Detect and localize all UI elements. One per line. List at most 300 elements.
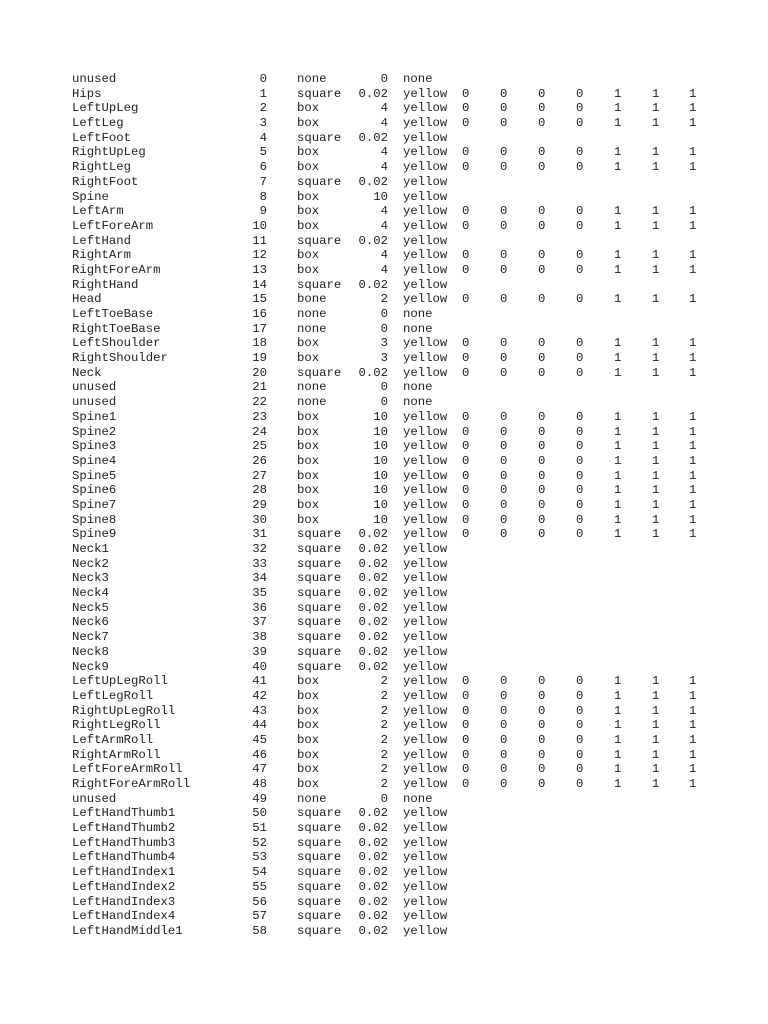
bone-color: none xyxy=(403,791,433,806)
bone-value: 0 xyxy=(500,86,508,101)
bone-value: 1 xyxy=(689,160,697,175)
bone-index: 58 xyxy=(252,923,267,938)
bone-name: LeftForeArm xyxy=(72,218,154,233)
bone-color: yellow xyxy=(403,865,448,880)
bone-value: 1 xyxy=(614,218,622,233)
bone-size: 0.02 xyxy=(358,86,388,101)
bone-value: 1 xyxy=(689,453,697,468)
bone-value: 1 xyxy=(689,468,697,483)
bone-size: 4 xyxy=(380,101,388,116)
bone-shape: square xyxy=(297,571,342,586)
bone-name: Spine5 xyxy=(72,468,117,483)
bone-value: 0 xyxy=(576,747,584,762)
table-row xyxy=(72,248,712,263)
bone-value: 1 xyxy=(689,218,697,233)
bone-name: Neck3 xyxy=(72,571,109,586)
bone-name: Spine3 xyxy=(72,439,117,454)
bone-size: 2 xyxy=(380,703,388,718)
bone-value: 1 xyxy=(652,497,660,512)
table-row xyxy=(72,733,712,748)
bone-shape: box xyxy=(297,145,320,160)
bone-size: 2 xyxy=(380,747,388,762)
bone-value: 0 xyxy=(576,453,584,468)
table-row xyxy=(72,322,712,337)
bone-name: Neck8 xyxy=(72,644,109,659)
bone-value: 0 xyxy=(462,86,470,101)
bone-color: yellow xyxy=(403,204,448,219)
bone-value: 1 xyxy=(689,777,697,791)
bone-shape: square xyxy=(297,174,342,189)
bone-size: 10 xyxy=(373,453,388,468)
bone-value: 1 xyxy=(652,688,660,703)
bone-shape: box xyxy=(297,336,320,351)
bone-value: 1 xyxy=(614,497,622,512)
bone-size: 0.02 xyxy=(358,542,388,556)
bone-name: Head xyxy=(72,292,102,307)
bone-shape: square xyxy=(297,894,342,909)
bone-index: 56 xyxy=(252,894,267,909)
bone-color: yellow xyxy=(403,644,448,659)
bone-value: 1 xyxy=(614,351,622,366)
bone-index: 10 xyxy=(252,218,267,233)
bone-size: 2 xyxy=(380,688,388,703)
bone-size: 0 xyxy=(380,321,388,336)
bone-value: 0 xyxy=(538,732,546,747)
bone-value: 1 xyxy=(652,762,660,777)
bone-size: 4 xyxy=(380,160,388,175)
bone-color: yellow xyxy=(403,762,448,777)
table-row xyxy=(72,586,712,601)
bone-size: 4 xyxy=(380,248,388,263)
bone-index: 49 xyxy=(252,791,267,806)
bone-color: yellow xyxy=(403,218,448,233)
bone-name: Spine9 xyxy=(72,527,117,542)
bone-value: 0 xyxy=(576,483,584,498)
table-row xyxy=(72,190,712,205)
bone-value: 0 xyxy=(500,145,508,160)
bone-shape: box xyxy=(297,732,320,747)
bone-index: 46 xyxy=(252,747,267,762)
bone-shape: box xyxy=(297,718,320,733)
bone-value: 0 xyxy=(576,762,584,777)
bone-value: 0 xyxy=(576,512,584,527)
bone-value: 0 xyxy=(462,424,470,439)
bone-name: LeftHand xyxy=(72,233,132,248)
bone-value: 0 xyxy=(462,409,470,424)
bone-value: 0 xyxy=(500,409,508,424)
bone-index: 5 xyxy=(259,145,267,160)
bone-value: 1 xyxy=(652,674,660,689)
table-row xyxy=(72,469,712,484)
bone-value: 1 xyxy=(689,732,697,747)
bone-value: 1 xyxy=(614,116,622,131)
bone-color: yellow xyxy=(403,586,448,601)
table-row xyxy=(72,704,712,719)
bone-color: yellow xyxy=(403,336,448,351)
table-row xyxy=(72,630,712,645)
bone-index: 47 xyxy=(252,762,267,777)
bone-value: 1 xyxy=(652,732,660,747)
bone-size: 0.02 xyxy=(358,879,388,894)
bone-value: 1 xyxy=(614,439,622,454)
bone-value: 0 xyxy=(538,351,546,366)
bone-value: 1 xyxy=(652,292,660,307)
bone-shape: none xyxy=(297,380,327,395)
bone-color: yellow xyxy=(403,659,448,674)
bone-index: 41 xyxy=(252,674,267,689)
bone-value: 0 xyxy=(576,292,584,307)
bone-value: 0 xyxy=(576,527,584,542)
bone-value: 0 xyxy=(462,351,470,366)
table-row xyxy=(72,513,712,528)
bone-size: 0.02 xyxy=(358,835,388,850)
bone-shape: square xyxy=(297,909,342,924)
bone-size: 0.02 xyxy=(358,644,388,659)
bone-shape: square xyxy=(297,923,342,938)
bone-shape: square xyxy=(297,615,342,630)
bone-value: 1 xyxy=(689,292,697,307)
bone-index: 57 xyxy=(252,909,267,924)
bone-size: 2 xyxy=(380,718,388,733)
bone-shape: none xyxy=(297,321,327,336)
bone-value: 0 xyxy=(538,777,546,791)
bone-color: yellow xyxy=(403,600,448,615)
bone-index: 27 xyxy=(252,468,267,483)
bone-name: unused xyxy=(72,395,117,410)
bone-value: 0 xyxy=(462,747,470,762)
bone-index: 38 xyxy=(252,630,267,645)
bone-index: 18 xyxy=(252,336,267,351)
bone-shape: box xyxy=(297,248,320,263)
bone-value: 0 xyxy=(576,674,584,689)
table-row xyxy=(72,395,712,410)
bone-index: 6 xyxy=(259,160,267,175)
bone-value: 1 xyxy=(689,409,697,424)
bone-name: LeftForeArmRoll xyxy=(72,762,183,777)
bone-value: 0 xyxy=(462,453,470,468)
bone-name: LeftArm xyxy=(72,204,124,219)
bone-shape: none xyxy=(297,307,327,321)
bone-shape: square xyxy=(297,835,342,850)
bone-value: 1 xyxy=(614,703,622,718)
bone-value: 0 xyxy=(462,262,470,277)
table-row xyxy=(72,660,712,675)
table-row xyxy=(72,483,712,498)
bone-color: yellow xyxy=(403,116,448,131)
bone-color: yellow xyxy=(403,512,448,527)
bone-value: 0 xyxy=(538,762,546,777)
bone-value: 0 xyxy=(462,116,470,131)
table-row xyxy=(72,601,712,616)
bone-color: yellow xyxy=(403,409,448,424)
bone-index: 33 xyxy=(252,556,267,571)
bone-size: 10 xyxy=(373,468,388,483)
table-row xyxy=(72,219,712,234)
bone-value: 0 xyxy=(538,424,546,439)
bone-color: yellow xyxy=(403,424,448,439)
bone-value: 1 xyxy=(614,512,622,527)
bone-shape: box xyxy=(297,762,320,777)
bone-size: 0.02 xyxy=(358,850,388,865)
bone-name: LeftHandIndex3 xyxy=(72,894,176,909)
bone-index: 19 xyxy=(252,351,267,366)
bone-shape: box xyxy=(297,116,320,131)
bone-value: 0 xyxy=(500,512,508,527)
bone-value: 0 xyxy=(576,365,584,380)
bone-value: 0 xyxy=(462,439,470,454)
bone-size: 3 xyxy=(380,351,388,366)
bone-value: 0 xyxy=(576,777,584,791)
bone-value: 0 xyxy=(500,101,508,116)
table-row xyxy=(72,571,712,586)
table-row xyxy=(72,615,712,630)
table-row xyxy=(72,850,712,865)
table-row xyxy=(72,924,712,939)
table-row xyxy=(72,101,712,116)
bone-shape: square xyxy=(297,365,342,380)
bone-value: 0 xyxy=(462,160,470,175)
bone-shape: square xyxy=(297,600,342,615)
bone-value: 0 xyxy=(576,688,584,703)
bone-size: 10 xyxy=(373,424,388,439)
bone-name: Neck2 xyxy=(72,556,109,571)
bone-color: yellow xyxy=(403,630,448,645)
bone-value: 0 xyxy=(462,688,470,703)
table-row xyxy=(72,895,712,910)
bone-size: 10 xyxy=(373,189,388,204)
bone-color: yellow xyxy=(403,483,448,498)
bone-color: yellow xyxy=(403,86,448,101)
bone-value: 0 xyxy=(462,145,470,160)
bone-shape: box xyxy=(297,483,320,498)
bone-color: yellow xyxy=(403,806,448,821)
bone-color: none xyxy=(403,72,433,86)
bone-shape: box xyxy=(297,703,320,718)
table-row xyxy=(72,425,712,440)
bone-value: 1 xyxy=(689,365,697,380)
bone-shape: square xyxy=(297,879,342,894)
bone-value: 1 xyxy=(689,116,697,131)
bone-index: 25 xyxy=(252,439,267,454)
bone-size: 0.02 xyxy=(358,923,388,938)
bone-color: yellow xyxy=(403,174,448,189)
bone-color: yellow xyxy=(403,453,448,468)
table-row xyxy=(72,278,712,293)
table-row xyxy=(72,792,712,807)
bone-value: 1 xyxy=(614,747,622,762)
bone-color: yellow xyxy=(403,468,448,483)
bone-size: 0.02 xyxy=(358,894,388,909)
bone-size: 0 xyxy=(380,395,388,410)
bone-index: 53 xyxy=(252,850,267,865)
bone-value: 0 xyxy=(538,688,546,703)
bone-shape: box xyxy=(297,262,320,277)
bone-shape: square xyxy=(297,586,342,601)
bone-index: 1 xyxy=(259,86,267,101)
bone-name: Neck6 xyxy=(72,615,109,630)
bone-value: 0 xyxy=(538,718,546,733)
bone-value: 0 xyxy=(462,218,470,233)
bone-value: 0 xyxy=(538,292,546,307)
bone-shape: box xyxy=(297,351,320,366)
bone-value: 0 xyxy=(538,439,546,454)
bone-value: 0 xyxy=(538,512,546,527)
bone-name: LeftUpLegRoll xyxy=(72,674,168,689)
bone-index: 48 xyxy=(252,777,267,791)
bone-value: 0 xyxy=(576,703,584,718)
bone-name: RightUpLeg xyxy=(72,145,146,160)
bone-name: Neck5 xyxy=(72,600,109,615)
bone-name: Spine8 xyxy=(72,512,117,527)
bone-value: 1 xyxy=(614,424,622,439)
bone-color: yellow xyxy=(403,145,448,160)
bone-value: 1 xyxy=(652,777,660,791)
table-row xyxy=(72,777,712,792)
bone-name: Spine7 xyxy=(72,497,117,512)
bone-value: 1 xyxy=(614,248,622,263)
bone-color: yellow xyxy=(403,497,448,512)
bone-value: 0 xyxy=(462,674,470,689)
bone-color: none xyxy=(403,380,433,395)
bone-name: Neck9 xyxy=(72,659,109,674)
bone-value: 1 xyxy=(652,747,660,762)
bone-index: 31 xyxy=(252,527,267,542)
bone-value: 0 xyxy=(576,718,584,733)
bone-value: 1 xyxy=(689,424,697,439)
bone-size: 4 xyxy=(380,262,388,277)
bone-index: 54 xyxy=(252,865,267,880)
bone-index: 36 xyxy=(252,600,267,615)
table-row xyxy=(72,204,712,219)
table-row xyxy=(72,674,712,689)
bone-color: yellow xyxy=(403,248,448,263)
bone-value: 1 xyxy=(652,512,660,527)
bone-value: 1 xyxy=(652,145,660,160)
bone-color: yellow xyxy=(403,909,448,924)
bone-value: 0 xyxy=(576,101,584,116)
bone-value: 1 xyxy=(689,674,697,689)
bone-value: 0 xyxy=(462,718,470,733)
bone-name: LeftToeBase xyxy=(72,307,154,321)
bone-value: 0 xyxy=(500,365,508,380)
bone-size: 4 xyxy=(380,145,388,160)
bone-value: 0 xyxy=(538,527,546,542)
bone-shape: box xyxy=(297,439,320,454)
bone-name: LeftHandThumb2 xyxy=(72,821,176,836)
bone-value: 0 xyxy=(462,497,470,512)
bone-size: 10 xyxy=(373,512,388,527)
bone-name: unused xyxy=(72,791,117,806)
bone-size: 0.02 xyxy=(358,586,388,601)
bone-value: 1 xyxy=(689,762,697,777)
bone-value: 1 xyxy=(652,365,660,380)
table-row xyxy=(72,234,712,249)
bone-value: 1 xyxy=(652,204,660,219)
bone-color: yellow xyxy=(403,527,448,542)
table-row xyxy=(72,175,712,190)
bone-index: 34 xyxy=(252,571,267,586)
table-row xyxy=(72,439,712,454)
bone-name: RightHand xyxy=(72,277,139,292)
bone-index: 40 xyxy=(252,659,267,674)
bone-name: Spine2 xyxy=(72,424,117,439)
bone-value: 1 xyxy=(652,218,660,233)
bone-name: Neck4 xyxy=(72,586,109,601)
bone-value: 0 xyxy=(538,116,546,131)
bone-size: 0.02 xyxy=(358,130,388,145)
bone-value: 1 xyxy=(652,409,660,424)
bone-value: 0 xyxy=(538,703,546,718)
table-row xyxy=(72,336,712,351)
bone-value: 0 xyxy=(500,218,508,233)
bone-value: 0 xyxy=(576,86,584,101)
bone-value: 1 xyxy=(689,101,697,116)
bone-color: yellow xyxy=(403,879,448,894)
bone-color: yellow xyxy=(403,835,448,850)
bone-shape: none xyxy=(297,791,327,806)
bone-value: 0 xyxy=(576,351,584,366)
bone-color: yellow xyxy=(403,688,448,703)
bone-index: 23 xyxy=(252,409,267,424)
bone-shape: box xyxy=(297,160,320,175)
bone-name: Neck1 xyxy=(72,542,109,556)
bone-value: 0 xyxy=(538,453,546,468)
bone-shape: square xyxy=(297,130,342,145)
bone-color: yellow xyxy=(403,718,448,733)
bone-value: 0 xyxy=(576,336,584,351)
table-row xyxy=(72,351,712,366)
bone-index: 24 xyxy=(252,424,267,439)
bone-shape: box xyxy=(297,204,320,219)
table-row xyxy=(72,454,712,469)
document-page xyxy=(72,72,712,939)
bone-value: 0 xyxy=(576,468,584,483)
bone-value: 0 xyxy=(576,248,584,263)
bone-name: RightForeArm xyxy=(72,262,161,277)
bone-color: yellow xyxy=(403,894,448,909)
bone-size: 0 xyxy=(380,791,388,806)
bone-shape: square xyxy=(297,542,342,556)
bone-value: 0 xyxy=(538,86,546,101)
bone-value: 1 xyxy=(652,527,660,542)
bone-index: 7 xyxy=(259,174,267,189)
bone-value: 0 xyxy=(576,160,584,175)
bone-shape: box xyxy=(297,777,320,791)
bone-value: 1 xyxy=(614,204,622,219)
bone-size: 0.02 xyxy=(358,174,388,189)
bone-size: 0.02 xyxy=(358,277,388,292)
bone-size: 4 xyxy=(380,116,388,131)
table-row xyxy=(72,292,712,307)
bone-index: 13 xyxy=(252,262,267,277)
bone-value: 1 xyxy=(614,777,622,791)
bone-name: LeftShoulder xyxy=(72,336,161,351)
bone-value: 0 xyxy=(500,439,508,454)
bone-value: 0 xyxy=(538,468,546,483)
bone-shape: square xyxy=(297,821,342,836)
bone-value: 1 xyxy=(614,527,622,542)
bone-index: 43 xyxy=(252,703,267,718)
bone-index: 28 xyxy=(252,483,267,498)
bone-value: 0 xyxy=(500,262,508,277)
bone-size: 10 xyxy=(373,483,388,498)
bone-value: 1 xyxy=(689,512,697,527)
bone-size: 2 xyxy=(380,292,388,307)
bone-color: yellow xyxy=(403,351,448,366)
bone-size: 4 xyxy=(380,204,388,219)
bone-value: 1 xyxy=(689,703,697,718)
bone-value: 0 xyxy=(538,483,546,498)
